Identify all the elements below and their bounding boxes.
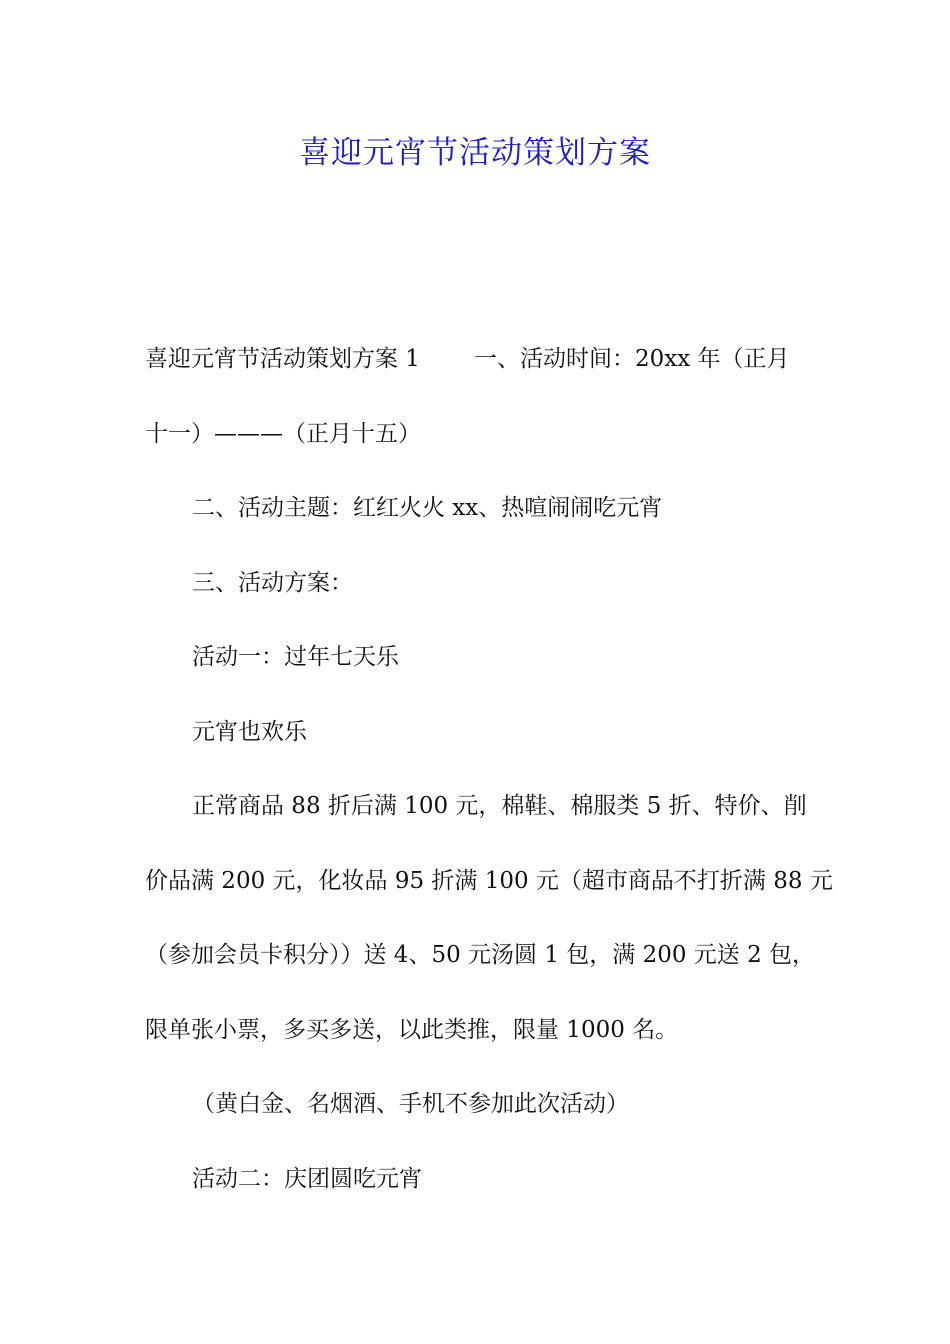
activity-one-heading: 活动一：过年七天乐 <box>192 644 399 670</box>
document-title: 喜迎元宵节活动策划方案 <box>299 135 651 171</box>
promo-line-2: 价品满 200 元，化妆品 95 折满 100 元（超市商品不打折满 88 元 <box>145 867 833 894</box>
document-body <box>145 336 833 1230</box>
activity-two-heading: 活动二：庆团圆吃元宵 <box>192 1165 422 1192</box>
promo-line-1: 正常商品 88 折后满 100 元，棉鞋、棉服类 5 折、特价、削 <box>192 793 807 819</box>
promo-line-3: （参加会员卡积分））送 4、50 元汤圆 1 包，满 200 元送 2 包， <box>145 942 816 968</box>
heading-text: 喜迎元宵节活动策划方案 1 <box>145 346 420 372</box>
activity-time-text: 一、活动时间：20xx 年（正月 <box>473 346 790 372</box>
activity-theme-line: 二、活动主题：红红火火 xx、热喧闹闹吃元宵 <box>192 495 663 521</box>
promo-line-4: 限单张小票，多买多送，以此类推，限量 1000 名。 <box>145 1016 679 1043</box>
paragraph-line-2: 十一）———（正月十五） <box>145 420 421 447</box>
activity-plan-heading: 三、活动方案： <box>192 569 353 596</box>
exclusion-note: （黄白金、名烟酒、手机不参加此次活动） <box>192 1091 629 1117</box>
paragraph-line-1 <box>145 336 807 411</box>
activity-one-subtitle: 元宵也欢乐 <box>192 718 307 745</box>
